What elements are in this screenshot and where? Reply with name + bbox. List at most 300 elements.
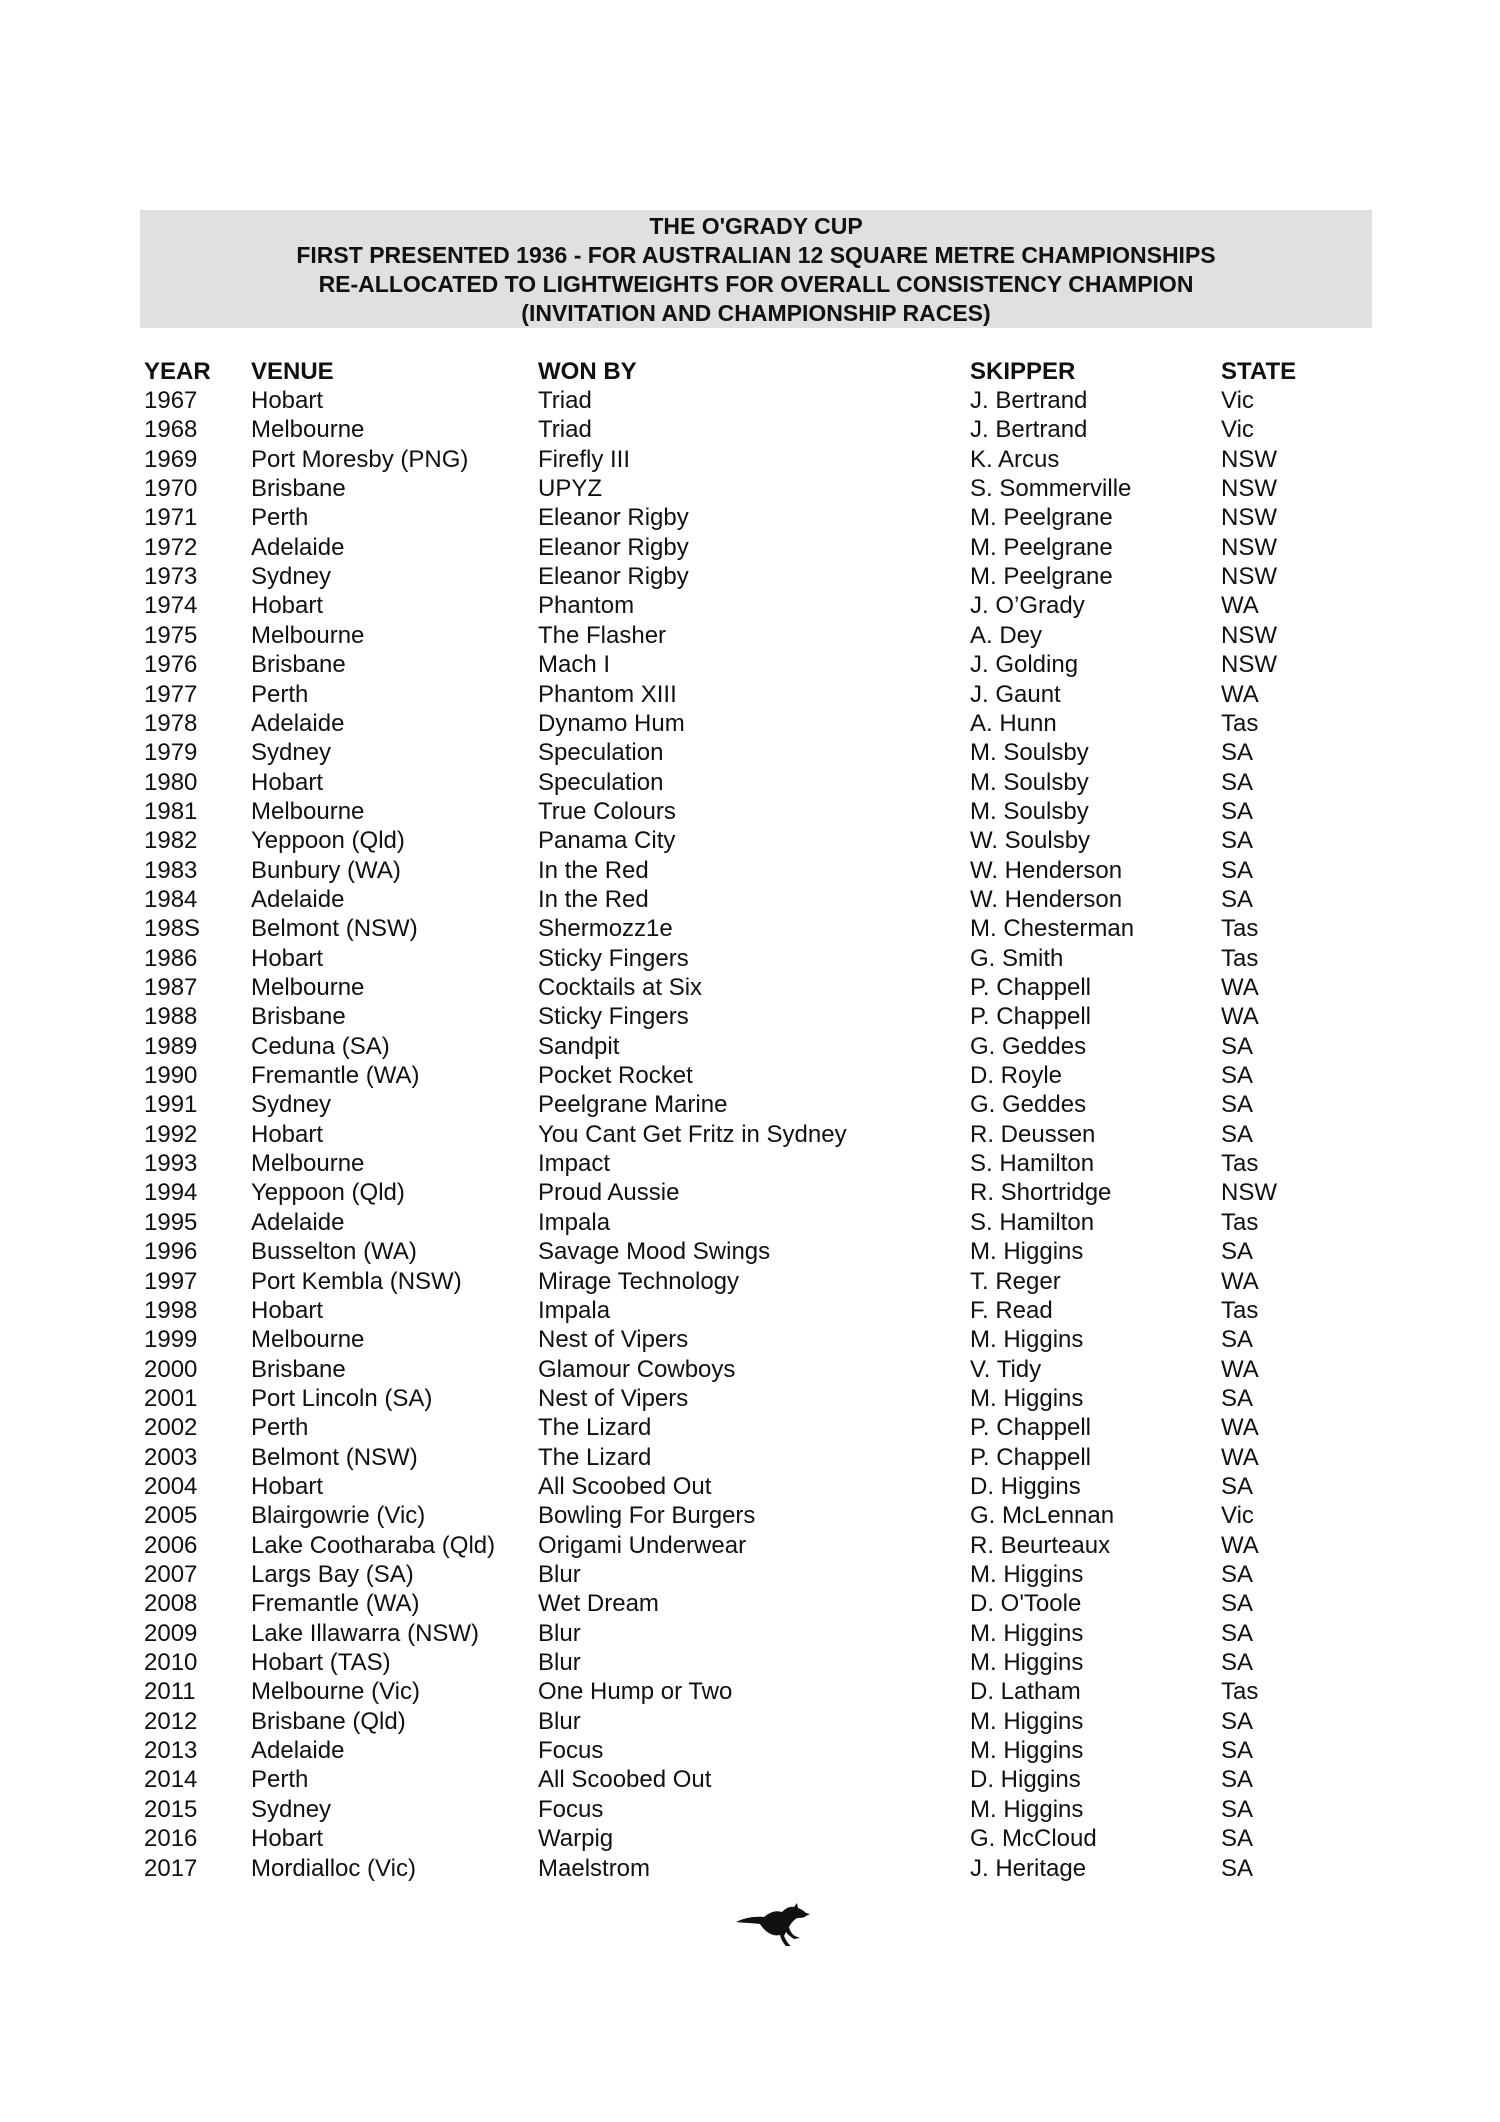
cell-venue: Busselton (WA) bbox=[251, 1238, 417, 1266]
cell-state: SA bbox=[1221, 1120, 1254, 1148]
column-header-year: YEAR bbox=[144, 358, 211, 385]
cell-won: Warpig bbox=[538, 1825, 614, 1853]
cell-venue: Adelaide bbox=[251, 885, 345, 913]
cell-won: Origami Underwear bbox=[538, 1531, 747, 1559]
cell-state: SA bbox=[1221, 1384, 1254, 1412]
cell-state: SA bbox=[1221, 797, 1254, 825]
cell-venue: Perth bbox=[251, 1414, 309, 1442]
cell-won: Focus bbox=[538, 1795, 604, 1823]
cell-year: 1977 bbox=[144, 680, 198, 708]
cell-skipper: P. Chappell bbox=[970, 1414, 1091, 1442]
cell-state: SA bbox=[1221, 1091, 1254, 1119]
table-row bbox=[0, 533, 1500, 562]
cell-year: 2009 bbox=[144, 1619, 198, 1647]
table-row bbox=[0, 1472, 1500, 1501]
cell-won: Blur bbox=[538, 1707, 581, 1735]
cell-year: 2004 bbox=[144, 1472, 198, 1500]
cell-skipper: P. Chappell bbox=[970, 1003, 1091, 1031]
cell-venue: Hobart bbox=[251, 1120, 324, 1148]
cell-state: SA bbox=[1221, 1737, 1254, 1765]
table-row bbox=[0, 1178, 1500, 1207]
title-line-3: RE-ALLOCATED TO LIGHTWEIGHTS FOR OVERALL CONSISTENCY CHAMPION bbox=[318, 271, 1194, 297]
cell-state: Vic bbox=[1221, 416, 1254, 444]
cell-state: Tas bbox=[1221, 1296, 1259, 1324]
cell-skipper: J. Bertrand bbox=[970, 387, 1088, 414]
cell-skipper: M. Higgins bbox=[970, 1384, 1084, 1412]
cell-venue: Belmont (NSW) bbox=[251, 1443, 418, 1471]
cell-state: SA bbox=[1221, 856, 1254, 884]
table-row bbox=[0, 1795, 1500, 1824]
cell-won: In the Red bbox=[538, 885, 649, 913]
table-row bbox=[0, 1032, 1500, 1061]
cell-won: All Scoobed Out bbox=[538, 1766, 712, 1794]
kangaroo-icon bbox=[734, 1900, 814, 1950]
cell-state: SA bbox=[1221, 1766, 1254, 1794]
cell-year: 1981 bbox=[144, 797, 198, 825]
cell-venue: Ceduna (SA) bbox=[251, 1032, 390, 1060]
cell-venue: Brisbane bbox=[251, 1003, 346, 1031]
cell-skipper: V. Tidy bbox=[970, 1355, 1042, 1383]
cell-skipper: M. Higgins bbox=[970, 1649, 1084, 1677]
cell-skipper: T. Reger bbox=[970, 1267, 1061, 1295]
cell-skipper: K. Arcus bbox=[970, 445, 1060, 473]
cell-venue: Sydney bbox=[251, 1795, 332, 1823]
cell-year: 2011 bbox=[144, 1678, 196, 1706]
table-row bbox=[0, 1854, 1500, 1883]
cell-state: WA bbox=[1221, 1003, 1259, 1031]
title-line-4: (INVITATION AND CHAMPIONSHIP RACES) bbox=[521, 300, 991, 326]
cell-state: SA bbox=[1221, 739, 1254, 767]
cell-won: UPYZ bbox=[538, 475, 603, 503]
cell-won: Impala bbox=[538, 1208, 611, 1236]
cell-skipper: M. Higgins bbox=[970, 1238, 1084, 1266]
cell-skipper: M. Higgins bbox=[970, 1561, 1084, 1588]
table-row bbox=[0, 709, 1500, 738]
cell-skipper: A. Hunn bbox=[970, 709, 1057, 737]
cell-state: WA bbox=[1221, 1531, 1259, 1559]
cell-venue: Brisbane bbox=[251, 1355, 346, 1383]
cell-year: 1976 bbox=[144, 651, 198, 679]
cell-skipper: M. Peelgrane bbox=[970, 533, 1113, 561]
cell-year: 198S bbox=[144, 915, 201, 943]
table-row bbox=[0, 1120, 1500, 1149]
column-header-won-by: WON BY bbox=[538, 358, 637, 385]
cell-state: WA bbox=[1221, 1267, 1259, 1295]
cell-year: 1988 bbox=[144, 1003, 198, 1031]
cell-won: Triad bbox=[538, 387, 592, 414]
cell-won: Bowling For Burgers bbox=[538, 1502, 756, 1530]
table-row bbox=[0, 1413, 1500, 1442]
cell-skipper: M. Soulsby bbox=[970, 739, 1089, 767]
cell-state: SA bbox=[1221, 1649, 1254, 1677]
table-row bbox=[0, 1677, 1500, 1706]
cell-skipper: S. Hamilton bbox=[970, 1208, 1095, 1236]
cell-won: Proud Aussie bbox=[538, 1179, 680, 1207]
table-row bbox=[0, 1061, 1500, 1090]
cell-year: 1972 bbox=[144, 533, 198, 561]
cell-skipper: M. Higgins bbox=[970, 1619, 1084, 1647]
cell-won: Nest of Vipers bbox=[538, 1384, 689, 1412]
cell-venue: Yeppoon (Qld) bbox=[251, 1179, 405, 1207]
cell-won: Maelstrom bbox=[538, 1854, 651, 1882]
cell-won: Savage Mood Swings bbox=[538, 1238, 771, 1266]
cell-year: 1994 bbox=[144, 1179, 198, 1207]
cell-venue: Belmont (NSW) bbox=[251, 915, 418, 943]
table-row bbox=[0, 914, 1500, 943]
cell-state: Tas bbox=[1221, 915, 1259, 943]
cell-year: 1987 bbox=[144, 974, 198, 1001]
cell-year: 2002 bbox=[144, 1414, 198, 1442]
cell-year: 1969 bbox=[144, 445, 198, 473]
cell-skipper: G. McLennan bbox=[970, 1502, 1115, 1530]
cell-skipper: W. Henderson bbox=[970, 856, 1123, 884]
cell-won: Speculation bbox=[538, 768, 664, 796]
table-row bbox=[0, 503, 1500, 532]
cell-year: 1989 bbox=[144, 1032, 198, 1060]
cell-won: Eleanor Rigby bbox=[538, 504, 689, 532]
table-row bbox=[0, 1267, 1500, 1296]
cell-venue: Melbourne bbox=[251, 1150, 365, 1178]
cell-skipper: J. Gaunt bbox=[970, 680, 1061, 708]
table-row bbox=[0, 1149, 1500, 1178]
cell-won: Eleanor Rigby bbox=[538, 563, 689, 591]
cell-venue: Port Lincoln (SA) bbox=[251, 1384, 433, 1412]
table-row bbox=[0, 738, 1500, 767]
cell-skipper: G. McCloud bbox=[970, 1825, 1097, 1853]
cell-won: Mirage Technology bbox=[538, 1267, 740, 1295]
table-header-row bbox=[0, 357, 1500, 386]
table-row bbox=[0, 885, 1500, 914]
cell-year: 1992 bbox=[144, 1120, 198, 1148]
table-row bbox=[0, 591, 1500, 620]
cell-state: SA bbox=[1221, 1619, 1254, 1647]
cell-skipper: J. O’Grady bbox=[970, 592, 1085, 620]
cell-year: 1990 bbox=[144, 1062, 198, 1090]
table-row bbox=[0, 1765, 1500, 1794]
cell-won: Shermozz1e bbox=[538, 915, 673, 943]
cell-year: 2001 bbox=[144, 1384, 198, 1412]
cell-venue: Brisbane bbox=[251, 651, 346, 679]
cell-won: Firefly III bbox=[538, 445, 631, 473]
cell-skipper: M. Higgins bbox=[970, 1737, 1084, 1765]
cell-venue: Port Moresby (PNG) bbox=[251, 445, 469, 473]
cell-year: 1975 bbox=[144, 621, 198, 649]
cell-venue: Hobart bbox=[251, 592, 324, 620]
table-row bbox=[0, 1736, 1500, 1765]
cell-venue: Perth bbox=[251, 1766, 309, 1794]
table-row bbox=[0, 944, 1500, 973]
cell-state: SA bbox=[1221, 768, 1254, 796]
cell-won: Sticky Fingers bbox=[538, 1003, 689, 1031]
cell-skipper: R. Beurteaux bbox=[970, 1531, 1111, 1559]
cell-year: 1998 bbox=[144, 1296, 198, 1324]
cell-venue: Hobart (TAS) bbox=[251, 1649, 391, 1677]
cell-state: SA bbox=[1221, 1795, 1254, 1823]
cell-won: Pocket Rocket bbox=[538, 1062, 693, 1090]
cell-won: Panama City bbox=[538, 827, 676, 855]
cell-skipper: J. Heritage bbox=[970, 1854, 1087, 1882]
cell-year: 2014 bbox=[144, 1766, 198, 1794]
cell-skipper: M. Peelgrane bbox=[970, 563, 1113, 591]
cell-year: 1978 bbox=[144, 709, 198, 737]
table-row bbox=[0, 1296, 1500, 1325]
cell-state: Tas bbox=[1221, 1208, 1259, 1236]
cell-skipper: M. Higgins bbox=[970, 1707, 1084, 1735]
cell-state: NSW bbox=[1221, 1179, 1277, 1207]
cell-won: Impala bbox=[538, 1296, 611, 1324]
cell-year: 1996 bbox=[144, 1238, 198, 1266]
cell-venue: Melbourne bbox=[251, 621, 365, 649]
cell-skipper: M. Soulsby bbox=[970, 768, 1089, 796]
cell-state: SA bbox=[1221, 1854, 1254, 1882]
cell-year: 1984 bbox=[144, 885, 198, 913]
cell-state: Tas bbox=[1221, 1150, 1259, 1178]
table-row bbox=[0, 1501, 1500, 1530]
cell-venue: Melbourne bbox=[251, 416, 365, 444]
cell-skipper: G. Geddes bbox=[970, 1091, 1087, 1119]
cell-venue: Hobart bbox=[251, 387, 324, 414]
cell-year: 2016 bbox=[144, 1825, 198, 1853]
cell-won: Focus bbox=[538, 1737, 604, 1765]
cell-venue: Bunbury (WA) bbox=[251, 856, 401, 884]
table-row bbox=[0, 1560, 1500, 1589]
cell-state: Tas bbox=[1221, 1678, 1259, 1706]
cell-won: Phantom XIII bbox=[538, 680, 677, 708]
cell-venue: Melbourne bbox=[251, 1326, 365, 1354]
cell-venue: Fremantle (WA) bbox=[251, 1062, 420, 1090]
cell-venue: Sydney bbox=[251, 1091, 332, 1119]
cell-skipper: G. Geddes bbox=[970, 1032, 1087, 1060]
cell-year: 1973 bbox=[144, 563, 198, 591]
table-row bbox=[0, 1384, 1500, 1413]
cell-venue: Adelaide bbox=[251, 533, 345, 561]
cell-skipper: J. Golding bbox=[970, 651, 1079, 679]
cell-won: Glamour Cowboys bbox=[538, 1355, 736, 1383]
cell-year: 1995 bbox=[144, 1208, 198, 1236]
cell-venue: Perth bbox=[251, 504, 309, 532]
cell-year: 2003 bbox=[144, 1443, 198, 1471]
cell-skipper: R. Deussen bbox=[970, 1120, 1096, 1148]
cell-won: Blur bbox=[538, 1561, 581, 1588]
cell-won: One Hump or Two bbox=[538, 1678, 733, 1706]
cell-skipper: D. Higgins bbox=[970, 1766, 1081, 1794]
title-line-2: FIRST PRESENTED 1936 - FOR AUSTRALIAN 12 SQUARE METRE CHAMPIONSHIPS bbox=[296, 242, 1216, 268]
table-row bbox=[0, 445, 1500, 474]
cell-skipper: W. Henderson bbox=[970, 885, 1123, 913]
cell-won: True Colours bbox=[538, 797, 676, 825]
table-row bbox=[0, 415, 1500, 444]
cell-won: Eleanor Rigby bbox=[538, 533, 689, 561]
cell-state: Tas bbox=[1221, 944, 1259, 972]
cell-venue: Hobart bbox=[251, 1296, 324, 1324]
cell-year: 2005 bbox=[144, 1502, 198, 1530]
cell-venue: Hobart bbox=[251, 1825, 324, 1853]
cell-year: 1993 bbox=[144, 1150, 198, 1178]
cell-venue: Port Kembla (NSW) bbox=[251, 1267, 462, 1295]
table-row bbox=[0, 1443, 1500, 1472]
cell-won: Wet Dream bbox=[538, 1590, 659, 1618]
cell-skipper: W. Soulsby bbox=[970, 827, 1091, 855]
cell-venue: Mordialloc (Vic) bbox=[251, 1854, 416, 1882]
cell-skipper: M. Soulsby bbox=[970, 797, 1089, 825]
cell-year: 1983 bbox=[144, 856, 198, 884]
cell-venue: Yeppoon (Qld) bbox=[251, 827, 405, 855]
cell-state: SA bbox=[1221, 1062, 1254, 1090]
column-header-skipper: SKIPPER bbox=[970, 358, 1076, 385]
cell-venue: Melbourne bbox=[251, 974, 365, 1001]
table-row bbox=[0, 768, 1500, 797]
cell-state: NSW bbox=[1221, 621, 1277, 649]
cell-venue: Melbourne (Vic) bbox=[251, 1678, 420, 1706]
table-row bbox=[0, 1237, 1500, 1266]
cell-skipper: D. Royle bbox=[970, 1062, 1063, 1090]
cell-venue: Melbourne bbox=[251, 797, 365, 825]
cell-venue: Brisbane (Qld) bbox=[251, 1707, 406, 1735]
cell-state: NSW bbox=[1221, 533, 1277, 561]
cell-year: 2000 bbox=[144, 1355, 198, 1383]
cell-state: WA bbox=[1221, 1414, 1259, 1442]
cell-won: Cocktails at Six bbox=[538, 974, 703, 1001]
cell-skipper: M. Peelgrane bbox=[970, 504, 1113, 532]
cell-year: 2007 bbox=[144, 1561, 198, 1588]
cell-skipper: D. Latham bbox=[970, 1678, 1081, 1706]
table-row bbox=[0, 973, 1500, 1002]
cell-year: 1974 bbox=[144, 592, 198, 620]
cell-state: WA bbox=[1221, 680, 1259, 708]
cell-year: 2013 bbox=[144, 1737, 198, 1765]
table-row bbox=[0, 1589, 1500, 1618]
cell-venue: Lake Cootharaba (Qld) bbox=[251, 1531, 496, 1559]
cell-won: Triad bbox=[538, 416, 592, 444]
cell-venue: Adelaide bbox=[251, 1737, 345, 1765]
cell-state: NSW bbox=[1221, 504, 1277, 532]
table-row bbox=[0, 1090, 1500, 1119]
cell-state: WA bbox=[1221, 1443, 1259, 1471]
cell-won: Mach I bbox=[538, 651, 611, 679]
table-row bbox=[0, 1707, 1500, 1736]
cell-venue: Hobart bbox=[251, 1472, 324, 1500]
cell-year: 2012 bbox=[144, 1707, 198, 1735]
cell-skipper: S. Sommerville bbox=[970, 475, 1132, 503]
cell-skipper: F. Read bbox=[970, 1296, 1053, 1324]
cell-year: 2010 bbox=[144, 1649, 198, 1677]
cell-won: Sandpit bbox=[538, 1032, 620, 1060]
cell-venue: Lake Illawarra (NSW) bbox=[251, 1619, 480, 1647]
cell-skipper: M. Chesterman bbox=[970, 915, 1135, 943]
cell-skipper: J. Bertrand bbox=[970, 416, 1088, 444]
table-row bbox=[0, 1355, 1500, 1384]
table-row bbox=[0, 1648, 1500, 1677]
cell-skipper: D. Higgins bbox=[970, 1472, 1081, 1500]
table-row bbox=[0, 1824, 1500, 1853]
cell-year: 1980 bbox=[144, 768, 198, 796]
cell-won: Sticky Fingers bbox=[538, 944, 689, 972]
cell-won: Phantom bbox=[538, 592, 635, 620]
table-row bbox=[0, 1002, 1500, 1031]
cell-state: Tas bbox=[1221, 709, 1259, 737]
cell-state: SA bbox=[1221, 1590, 1254, 1618]
table-row bbox=[0, 1531, 1500, 1560]
cell-year: 2006 bbox=[144, 1531, 198, 1559]
cell-year: 1979 bbox=[144, 739, 198, 767]
title-line-1: THE O'GRADY CUP bbox=[649, 213, 863, 239]
cell-year: 1982 bbox=[144, 827, 198, 855]
cell-won: Speculation bbox=[538, 739, 664, 767]
cell-venue: Hobart bbox=[251, 768, 324, 796]
title-banner bbox=[140, 210, 1372, 328]
cell-state: Vic bbox=[1221, 1502, 1254, 1530]
cell-venue: Sydney bbox=[251, 563, 332, 591]
cell-state: WA bbox=[1221, 1355, 1259, 1383]
table-row bbox=[0, 474, 1500, 503]
cell-skipper: M. Higgins bbox=[970, 1795, 1084, 1823]
table-row bbox=[0, 1325, 1500, 1354]
cell-skipper: G. Smith bbox=[970, 944, 1064, 972]
cell-venue: Adelaide bbox=[251, 1208, 345, 1236]
cell-won: Dynamo Hum bbox=[538, 709, 685, 737]
cell-year: 1986 bbox=[144, 944, 198, 972]
cell-venue: Largs Bay (SA) bbox=[251, 1561, 414, 1588]
cell-skipper: P. Chappell bbox=[970, 974, 1091, 1001]
cell-won: Blur bbox=[538, 1619, 581, 1647]
cell-state: NSW bbox=[1221, 445, 1277, 473]
cell-won: Nest of Vipers bbox=[538, 1326, 689, 1354]
cell-state: SA bbox=[1221, 1707, 1254, 1735]
column-header-state: STATE bbox=[1221, 358, 1297, 385]
cell-state: WA bbox=[1221, 592, 1259, 620]
table-row bbox=[0, 1619, 1500, 1648]
table-row bbox=[0, 562, 1500, 591]
cell-won: Impact bbox=[538, 1150, 611, 1178]
cell-venue: Brisbane bbox=[251, 475, 346, 503]
cell-won: The Flasher bbox=[538, 621, 667, 649]
cell-state: SA bbox=[1221, 1326, 1254, 1354]
cell-state: SA bbox=[1221, 1032, 1254, 1060]
cell-year: 1967 bbox=[144, 387, 198, 414]
cell-won: In the Red bbox=[538, 856, 649, 884]
cell-year: 1968 bbox=[144, 416, 198, 444]
cell-state: SA bbox=[1221, 1561, 1254, 1588]
cell-skipper: M. Higgins bbox=[970, 1326, 1084, 1354]
cell-won: The Lizard bbox=[538, 1414, 652, 1442]
cell-state: NSW bbox=[1221, 475, 1277, 503]
cell-venue: Hobart bbox=[251, 944, 324, 972]
table-row bbox=[0, 680, 1500, 709]
cell-year: 1997 bbox=[144, 1267, 198, 1295]
cell-state: SA bbox=[1221, 1472, 1254, 1500]
cell-state: NSW bbox=[1221, 563, 1277, 591]
cell-state: NSW bbox=[1221, 651, 1277, 679]
column-header-venue: VENUE bbox=[251, 358, 334, 385]
cell-state: Vic bbox=[1221, 387, 1254, 414]
table-row bbox=[0, 826, 1500, 855]
table-row bbox=[0, 856, 1500, 885]
cell-venue: Fremantle (WA) bbox=[251, 1590, 420, 1618]
cell-year: 1991 bbox=[144, 1091, 198, 1119]
cell-state: SA bbox=[1221, 1238, 1254, 1266]
cell-won: The Lizard bbox=[538, 1443, 652, 1471]
cell-won: Peelgrane Marine bbox=[538, 1091, 728, 1119]
cell-year: 2015 bbox=[144, 1795, 198, 1823]
cell-skipper: P. Chappell bbox=[970, 1443, 1091, 1471]
table-row bbox=[0, 386, 1500, 415]
cell-skipper: A. Dey bbox=[970, 621, 1043, 649]
cell-year: 1970 bbox=[144, 475, 198, 503]
cell-state: SA bbox=[1221, 885, 1254, 913]
cell-skipper: R. Shortridge bbox=[970, 1179, 1112, 1207]
cell-won: All Scoobed Out bbox=[538, 1472, 712, 1500]
cell-year: 1971 bbox=[144, 504, 198, 532]
